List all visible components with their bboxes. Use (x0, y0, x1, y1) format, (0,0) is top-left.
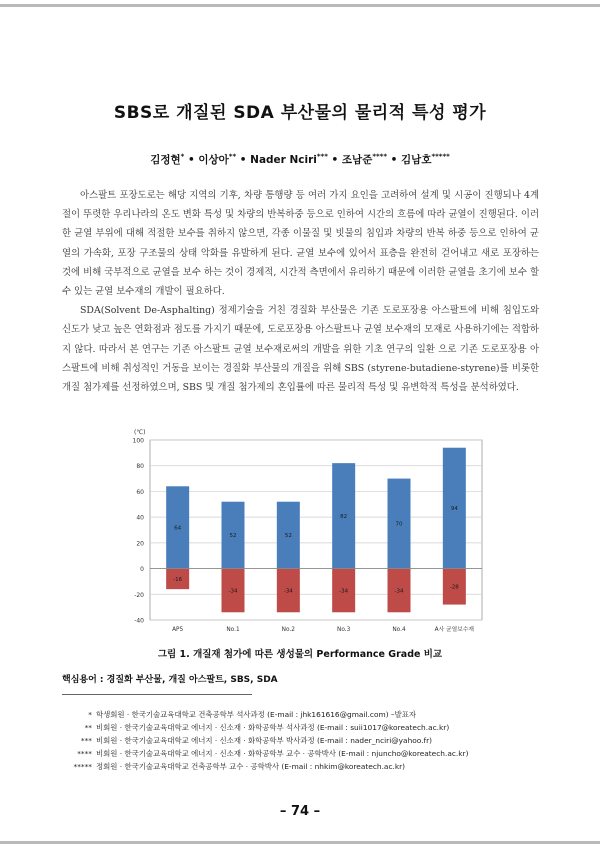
pg-comparison-chart (120, 424, 490, 640)
author: 조남준**** • (341, 152, 402, 166)
footnote: ***** 정회원 · 한국기술교육대학교 건축공학부 교수 · 공학박사 (E-mail : nhkim@koreatech.ac.kr) (73, 762, 406, 771)
author-line (0, 152, 600, 167)
footnote: ** 비회원 · 한국기술교육대학교 에너지 · 신소재 · 화학공학부 석사과정 (E-mail : suii1017@koreatech.ac.kr) (84, 723, 450, 732)
data-label-high: 94 (450, 506, 458, 513)
author: 김남호***** (401, 152, 450, 166)
y-axis-label: (℃) (134, 429, 146, 436)
x-tick-label: No.3 (337, 627, 351, 633)
footnote: * 학생회원 · 한국기술교육대학교 건축공학부 석사과정 (E-mail : jhk161616@gmail.com) –발표자 (88, 710, 417, 719)
abstract-paragraph: 아스팔트 포장도로는 해당 지역의 기후, 차량 통행량 등 여러 가지 요인을 고려하여 설계 및 시공이 진행되나 4계절이 뚜렷한 우리나라의 온도 변화 특성 및 차량의 반복하중 등으로 인하여 시간의 흐름에 따라 균열이 진행된다. 이러한 균열 부위에 대해 적절한 보수를 취하지 않으면, 각종 이물질 및 빗물의 침입과 차량의 반복 하중 등으로 인하여 균열의 가속화, 포장 구조물의 상태 악화를 유발하게 된다. 균열 보수에 있어서 표층을 완전히 걷어내고 새로 포장하는 것에 비해 국부적으로 균열을 보수 하는 것이 경제적, 시간적 측면에서 유리하기 때문에 이러한 균열을 초기에 보수 할 수 있는 균열 보수재의 개발이 필요하다. (62, 190, 539, 298)
footnote: *** 비회원 · 한국기술교육대학교 에너지 · 신소재 · 화학공학부 박사과정 (E-mail : nader_nciri@yahoo.fr) (80, 736, 433, 745)
data-label-low: -34 (228, 588, 238, 595)
data-label-high: 70 (395, 521, 403, 528)
x-tick-label: No.4 (392, 627, 406, 633)
data-label-low: -34 (283, 588, 293, 595)
data-label-low: -34 (394, 588, 404, 595)
abstract (62, 186, 539, 397)
author: 김정현* • (150, 152, 199, 166)
figure-caption: 그림 1. 개질재 첨가에 따른 생성물의 Performance Grade 비교 (157, 649, 443, 660)
y-tick-label: 80 (136, 463, 144, 471)
data-label-low: -28 (449, 584, 459, 591)
data-label-high: 82 (340, 513, 348, 520)
x-tick-label: AP5 (172, 627, 184, 633)
y-tick-label: -40 (134, 617, 144, 625)
y-tick-label: 100 (132, 437, 144, 445)
chart-svg (120, 424, 490, 640)
footnotes (62, 708, 542, 773)
x-tick-label: No.2 (281, 627, 295, 633)
data-label-high: 52 (284, 533, 292, 540)
y-tick-label: -20 (134, 591, 144, 599)
y-tick-label: 20 (136, 540, 144, 548)
top-rule (0, 4, 600, 7)
page-number: – 74 – (279, 804, 321, 819)
y-tick-label: 0 (140, 566, 144, 574)
abstract-paragraph: SDA(Solvent De-Asphalting) 정제기술을 거친 경질화 부산물은 기존 도로포장용 아스팔트에 비해 침입도와 신도가 낮고 높은 연화점과 점도를 가지기 때문에, 도로포장용 아스팔트나 균열 보수재의 모재로 사용하기에는 적합하지 않다. 따라서 본 연구는 기존 아스팔트 균열 보수재로써의 개발을 위한 기초 연구의 일환 으로 기존 도로포장용 아스팔트에 비해 취성적인 거동을 보이는 경질화 부산물의 개질을 위해 SBS (styrene-butadiene-styrene)를 비롯한 개질 첨가제를 선정하였으며, SBS 및 개질 첨가제의 혼입률에 따른 물리적 특성 및 유변학적 특성을 분석하였다. (62, 305, 539, 394)
author: 이상아** • (198, 152, 251, 166)
footnote-divider (62, 694, 252, 695)
x-tick-label: No.1 (226, 627, 240, 633)
y-tick-label: 60 (136, 488, 144, 496)
data-label-high: 64 (174, 525, 182, 532)
data-label-low: -16 (173, 576, 183, 583)
author: Nader Nciri*** • (250, 152, 342, 166)
plot-frame (150, 440, 482, 620)
data-label-high: 52 (229, 533, 237, 540)
paper-title: SBS로 개질된 SDA 부산물의 물리적 특성 평가 (113, 103, 487, 123)
data-label-low: -34 (339, 588, 349, 595)
bottom-rule (0, 841, 600, 844)
footnote: **** 비회원 · 한국기술교육대학교 에너지 · 신소재 · 화학공학부 교수 · 공학박사 (E-mail : njuncho@koreatech.ac.kr) (77, 749, 469, 758)
y-tick-label: 40 (136, 514, 144, 522)
keywords: 핵심용어 : 경질화 부산물, 개질 아스팔트, SBS, SDA (62, 675, 278, 685)
x-tick-label: A사 균열보수재 (434, 627, 475, 633)
